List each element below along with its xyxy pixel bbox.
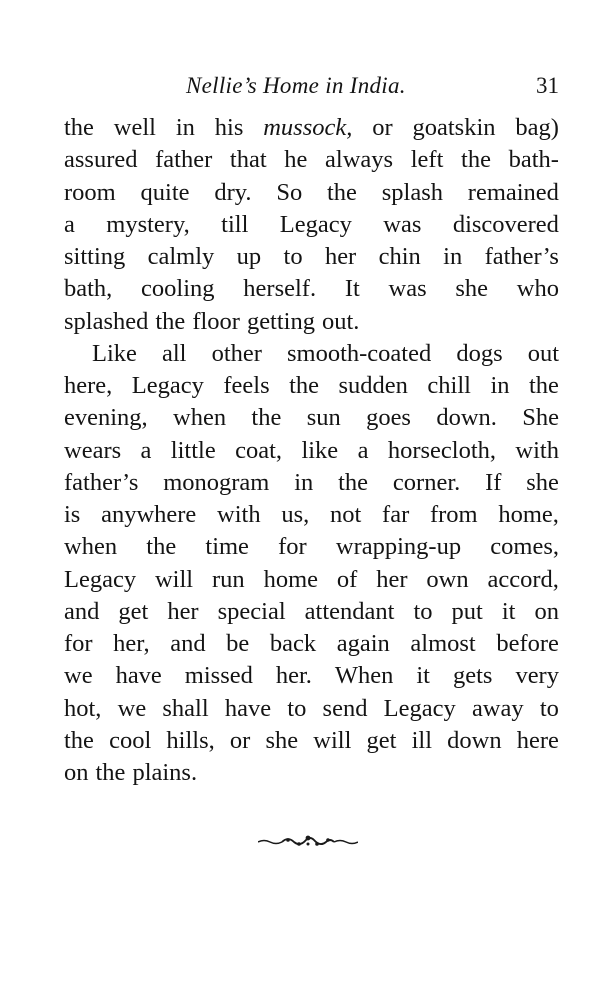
word: getting	[246, 307, 315, 335]
word: down.	[436, 404, 497, 432]
word: she	[526, 468, 559, 496]
word: the	[529, 372, 559, 399]
word: If	[485, 468, 502, 496]
word: attendant	[304, 597, 395, 625]
word: us,	[281, 501, 310, 528]
word: almost	[410, 630, 476, 657]
word: and	[64, 597, 100, 625]
body-text	[64, 112, 559, 789]
word: for	[64, 630, 93, 657]
word: Legacy	[64, 565, 137, 593]
text-line	[64, 467, 559, 499]
word: It	[344, 275, 360, 303]
word: her	[167, 597, 199, 625]
text-line	[64, 725, 559, 757]
word: bag)	[515, 114, 559, 141]
word: goes	[366, 404, 411, 432]
word: a	[357, 436, 369, 464]
word: the	[289, 372, 320, 399]
word: her,	[113, 630, 150, 657]
word: home,	[498, 501, 559, 528]
word: hot,	[64, 694, 102, 722]
word: assured	[64, 146, 138, 174]
text-line	[64, 209, 559, 241]
word: time	[205, 533, 249, 561]
word: we	[64, 662, 93, 690]
word: that	[229, 146, 267, 174]
word: the	[146, 533, 177, 561]
word: till	[221, 210, 249, 238]
word: to	[539, 694, 559, 722]
word: She	[522, 404, 559, 432]
word: accord,	[487, 565, 559, 593]
word: out.	[321, 307, 360, 335]
word: bath,	[64, 275, 113, 303]
word: home	[263, 565, 318, 593]
word: will	[313, 726, 352, 754]
word: when	[64, 533, 118, 561]
word: in	[175, 114, 195, 141]
word: cooling	[141, 275, 215, 303]
word: like	[301, 436, 339, 464]
word: the	[461, 146, 491, 174]
running-header	[64, 73, 559, 103]
word: down	[447, 726, 502, 754]
word: he	[284, 146, 308, 174]
word: gets	[452, 662, 493, 690]
word: So	[276, 178, 303, 206]
text-line	[64, 144, 559, 176]
word: the	[64, 726, 94, 754]
word: we	[117, 694, 147, 722]
word: far	[382, 501, 410, 528]
word: in	[443, 243, 463, 270]
word: own	[426, 565, 469, 593]
word: little	[170, 436, 216, 464]
word: have	[115, 662, 162, 690]
word: sitting	[64, 243, 126, 270]
word: chin	[378, 243, 421, 270]
word: here	[516, 726, 559, 754]
word: or	[229, 726, 251, 754]
word: corner.	[392, 468, 461, 496]
word: floor	[192, 307, 240, 335]
word: mussock,	[263, 114, 353, 141]
word: is	[64, 501, 81, 528]
text-line	[64, 564, 559, 596]
word: horsecloth,	[387, 436, 497, 464]
word: Legacy	[383, 694, 456, 722]
word: chill	[427, 372, 471, 399]
word: was	[388, 275, 427, 303]
word: monogram	[163, 468, 270, 496]
word: father’s	[64, 468, 139, 496]
word: her	[376, 565, 408, 593]
word: of	[336, 565, 358, 593]
word: away	[471, 694, 524, 722]
word: Legacy	[279, 210, 352, 238]
text-line	[64, 370, 559, 402]
word: she	[455, 275, 489, 303]
word: it	[416, 662, 430, 690]
word: the	[155, 307, 186, 335]
word: discovered	[452, 210, 559, 238]
word: to	[413, 597, 433, 625]
word: ill	[411, 726, 433, 754]
paragraph	[64, 338, 559, 790]
text-line	[64, 757, 559, 789]
word: quite	[140, 178, 190, 206]
word: run	[212, 565, 245, 593]
word: goatskin	[412, 114, 496, 141]
word: always	[325, 146, 394, 174]
word: wrapping-up	[335, 533, 462, 561]
word: splash	[381, 178, 443, 206]
word: left	[410, 146, 444, 174]
text-line	[64, 273, 559, 305]
word: shall	[162, 694, 209, 722]
text-line	[64, 693, 559, 725]
word: be	[226, 630, 250, 657]
running-title: Nellie’s Home in India.	[186, 73, 406, 98]
word: before	[496, 630, 559, 657]
word: bath-	[508, 146, 559, 174]
word: all	[161, 339, 187, 367]
word: or	[372, 114, 393, 141]
word: coat,	[235, 436, 283, 464]
word: out	[527, 339, 559, 367]
word: sun	[306, 404, 341, 432]
word: the	[95, 759, 126, 786]
word: a	[140, 436, 152, 464]
word: get	[118, 597, 149, 625]
word: herself.	[243, 275, 317, 303]
word: put	[451, 597, 483, 625]
text-line	[64, 660, 559, 692]
word: the	[64, 114, 94, 141]
word: here,	[64, 372, 113, 399]
word: splashed	[64, 307, 149, 335]
word: in	[294, 468, 314, 496]
word: wears	[64, 436, 122, 464]
word: and	[170, 630, 206, 657]
word: it	[501, 597, 516, 625]
word: mystery,	[106, 210, 190, 238]
word: when	[173, 404, 227, 432]
paragraph	[64, 112, 559, 338]
word: to	[283, 243, 303, 270]
word: special	[217, 597, 286, 625]
word: she	[265, 726, 299, 754]
text-line	[64, 435, 559, 467]
text-line	[64, 596, 559, 628]
word: have	[224, 694, 272, 722]
word: anywhere	[101, 501, 197, 528]
word: room	[64, 178, 116, 206]
word: comes,	[490, 533, 559, 561]
word: on	[534, 597, 559, 625]
word: Legacy	[131, 372, 204, 399]
word: plains.	[132, 759, 198, 786]
word: dogs	[456, 339, 503, 367]
word: sudden	[338, 372, 408, 399]
text-line	[64, 241, 559, 273]
word: her	[324, 243, 357, 270]
word: up	[236, 243, 262, 270]
word: remained	[467, 178, 559, 206]
word: a	[64, 210, 75, 238]
word: dry.	[214, 178, 252, 206]
word: again	[336, 630, 390, 657]
word: Like	[92, 339, 137, 367]
word: well	[113, 114, 156, 141]
page-number: 31	[536, 73, 559, 98]
word: the	[338, 468, 369, 496]
word: the	[251, 404, 282, 432]
word: with	[515, 436, 559, 464]
word: send	[322, 694, 368, 722]
word: When	[334, 662, 394, 690]
word: father	[155, 146, 213, 174]
word: very	[515, 662, 559, 690]
word: his	[214, 114, 244, 141]
word: smooth-coated	[286, 339, 432, 367]
word: calmly	[147, 243, 215, 270]
word: missed	[184, 662, 253, 690]
word: father’s	[484, 243, 559, 270]
word: her.	[275, 662, 312, 690]
text-line	[64, 531, 559, 563]
text-line	[64, 112, 559, 144]
text-line	[64, 402, 559, 434]
word: cool	[109, 726, 152, 754]
word: evening,	[64, 404, 148, 432]
text-line	[64, 338, 559, 370]
word: from	[429, 501, 478, 528]
word: feels	[223, 372, 270, 399]
word: not	[330, 501, 362, 528]
word: for	[278, 533, 307, 561]
word: in	[490, 372, 510, 399]
word: the	[327, 178, 357, 206]
word: will	[154, 565, 194, 593]
word: get	[366, 726, 397, 754]
word: was	[383, 210, 422, 238]
word: other	[211, 339, 262, 367]
word: who	[516, 275, 559, 303]
text-line	[64, 177, 559, 209]
text-line	[64, 628, 559, 660]
word: to	[287, 694, 307, 722]
text-line	[64, 306, 559, 338]
word: with	[217, 501, 261, 528]
word: hills,	[166, 726, 215, 754]
decorative-vine-ornament-icon	[258, 834, 358, 848]
text-line	[64, 499, 559, 531]
word: on	[64, 759, 89, 786]
word: back	[269, 630, 317, 657]
